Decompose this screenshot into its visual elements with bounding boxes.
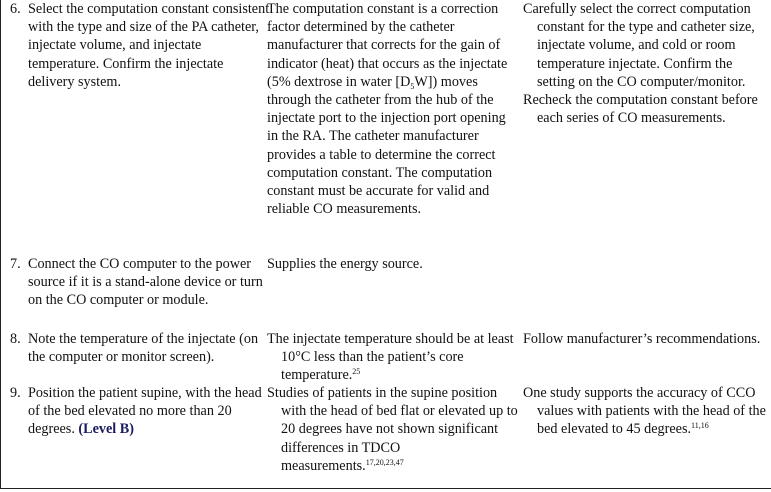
rationale-8 [267, 330, 524, 385]
rationale-7 [267, 255, 510, 273]
step-9 [10, 384, 270, 439]
rationale-text: Supplies the energy source. [267, 256, 423, 272]
step-7 [10, 255, 270, 310]
special-consideration-item: Carefully select the correct computation constant for the type and catheter size, injectate volume, and cold or room temperature injectate. Confirm the setting on the CO computer/monitor. [523, 1, 755, 90]
evidence-level: (Level B) [78, 421, 134, 438]
step-text: Note the temperature of the injectate (on the computer or monitor screen). [28, 331, 259, 366]
rationale-text-b: W]) moves through the catheter from the hub of the injectate port to the injection port opening in the RA. The catheter manufacturer provides a table to determine the correct computation constant. The computation constant must be accurate for valid and reliable CO measurements. [267, 73, 506, 218]
step-8 [10, 330, 270, 366]
step-number: 8. [10, 331, 21, 347]
step-text: Position the patient supine, with the head of the bed elevated no more than 20 degrees. [28, 385, 262, 438]
rationale-6 [267, 0, 510, 218]
rationale-text-a: The computation constant is a correction factor determined by the catheter manufacturer that corrects for the gain of indicator (heat) that occurs as the injectate (5% dextrose in water [D [267, 1, 508, 90]
step-number: 6. [10, 1, 21, 17]
special-consideration-item: Recheck the computation constant before each series of CO measurements. [523, 92, 758, 127]
reference-superscript: 11,16 [691, 421, 709, 431]
special-consideration-item: One study supports the accuracy of CCO values with patients with the head of the bed elevated to 45 degrees. [523, 385, 766, 438]
step-text: Connect the CO computer to the power source if it is a stand-alone device or turn on the CO computer or module. [28, 256, 263, 309]
step-number: 7. [10, 256, 21, 272]
subscript-5: 5 [410, 81, 415, 91]
special-considerations-8 [523, 330, 771, 348]
table-left-border [0, 0, 1, 488]
special-considerations-9 [523, 384, 771, 439]
reference-superscript: 25 [352, 367, 361, 377]
rationale-9 [267, 384, 524, 475]
reference-superscript: 17,20,23,47 [365, 457, 404, 467]
special-consideration-item: Follow manufacturer’s recommendations. [523, 331, 761, 347]
step-6 [10, 0, 270, 91]
special-considerations-6 [523, 0, 769, 127]
rationale-text: Studies of patients in the supine position with the head of bed flat or elevated up to 20 degrees have not shown significant differences in TDCO measurements. [267, 385, 518, 474]
rationale-text: The injectate temperature should be at least 10°C less than the patient’s core temperature. [267, 331, 514, 384]
step-text: Select the computation constant consistent with the type and size of the PA catheter, injectate volume, and injectate temperature. Confirm the injectate delivery system. [28, 1, 270, 90]
table-bottom-rule [0, 488, 771, 489]
step-number: 9. [10, 385, 21, 401]
